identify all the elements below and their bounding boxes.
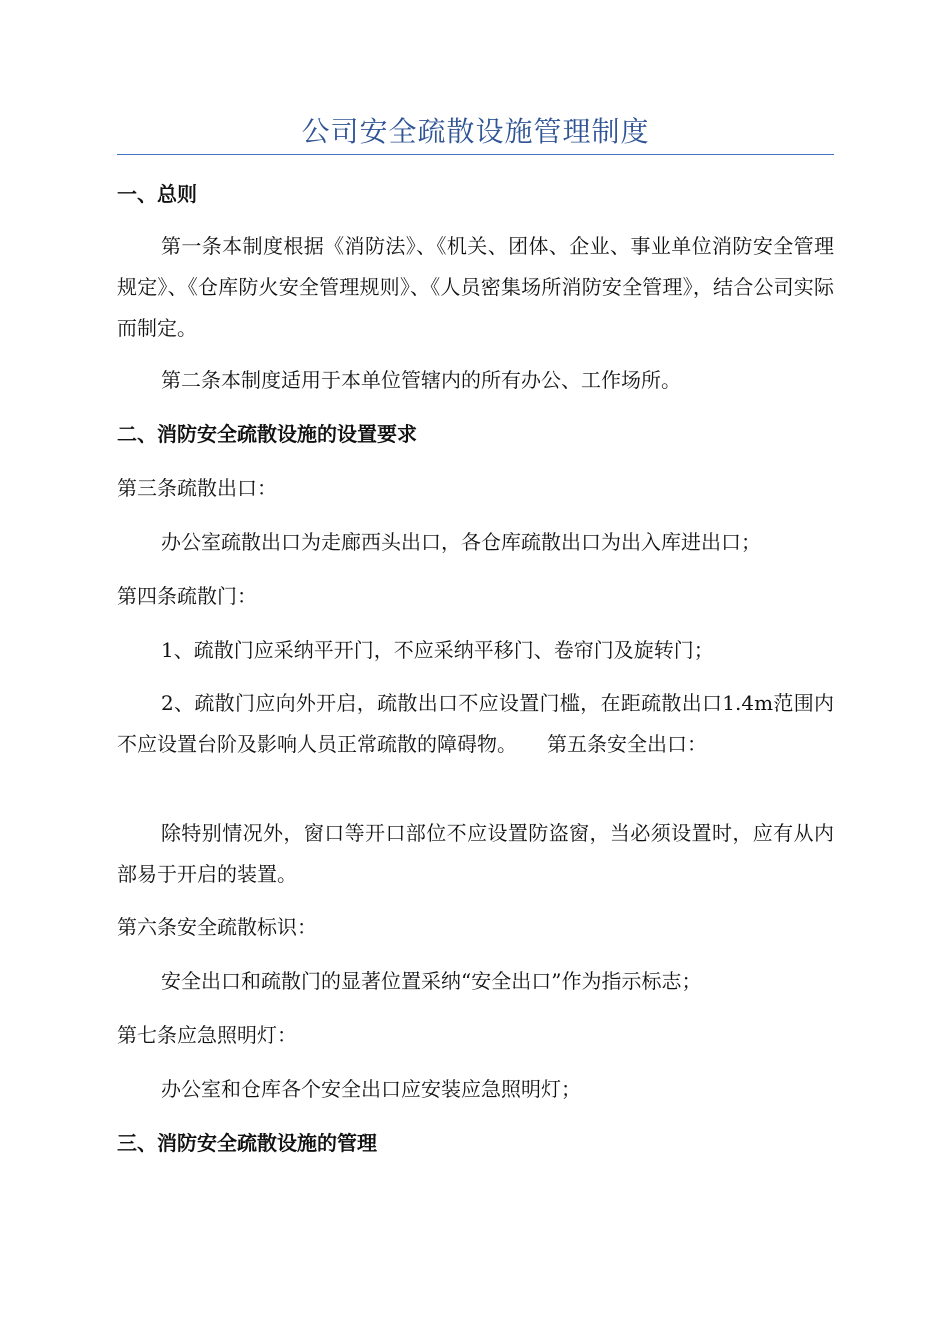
article-4-item-1: 1、疏散门应采纳平开门，不应采纳平移门、卷帘门及旋转门； bbox=[161, 638, 714, 662]
article-4-item-2: 2、疏散门应向外开启，疏散出口不应设置门槛，在距疏散出口1.4m范围内不应设置台阶及影响人员正常疏散的障碍物。 第五条安全出口： bbox=[117, 691, 834, 756]
section-heading-management: 三、消防安全疏散设施的管理 bbox=[117, 1131, 377, 1155]
article-6-heading: 第六条安全疏散标识： bbox=[117, 915, 317, 939]
title-underline bbox=[117, 154, 834, 155]
article-4-heading: 第四条疏散门： bbox=[117, 584, 257, 608]
paragraph-article-2: 第二条本制度适用于本单位管辖内的所有办公、工作场所。 bbox=[161, 368, 681, 392]
article-3-heading: 第三条疏散出口： bbox=[117, 476, 277, 500]
section-heading-general: 一、总则 bbox=[117, 182, 197, 206]
article-5-body: 除特别情况外，窗口等开口部位不应设置防盗窗，当必须设置时，应有从内部易于开启的装置。 bbox=[117, 821, 834, 886]
article-3-body: 办公室疏散出口为走廊西头出口，各仓库疏散出口为出入库进出口； bbox=[161, 530, 761, 554]
section-heading-requirements: 二、消防安全疏散设施的设置要求 bbox=[117, 422, 417, 446]
article-7-body: 办公室和仓库各个安全出口应安装应急照明灯； bbox=[161, 1077, 581, 1101]
document-page bbox=[117, 0, 834, 1344]
paragraph-article-1: 第一条本制度根据《消防法》、《机关、团体、企业、事业单位消防安全管理规定》、《仓库防火安全管理规则》、《人员密集场所消防安全管理》，结合公司实际而制定。 bbox=[117, 234, 834, 340]
article-6-body: 安全出口和疏散门的显著位置采纳“安全出口”作为指示标志； bbox=[161, 969, 702, 993]
document-title: 公司安全疏散设施管理制度 bbox=[301, 115, 650, 148]
article-7-heading: 第七条应急照明灯： bbox=[117, 1023, 297, 1047]
